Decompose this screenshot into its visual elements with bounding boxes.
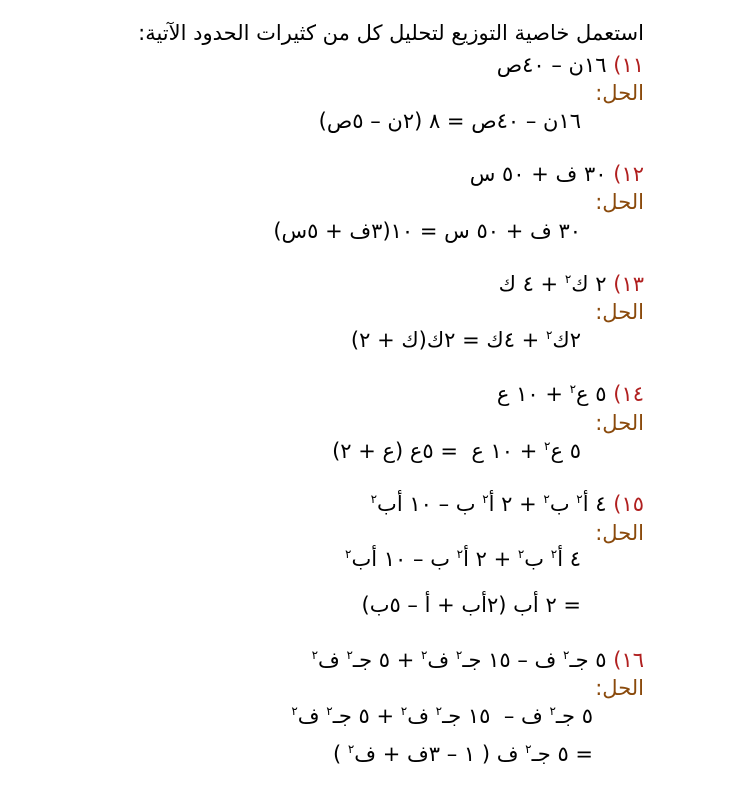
problem-12 [470,161,644,187]
solution-line: ٥ جـ$^٢$ ف – ١٥ جـ$^٢$ ف$^٢$ + ٥ جـ$^٢$ ف$^٢$ [291,704,593,728]
problem-expression: ٣٠ ف + ٥٠ س [469,162,607,186]
problem-expression: ٥ ع$^٢$ + ١٠ ع [496,382,607,406]
solution-label: الحل: [595,676,644,700]
solution-line: = ٥ جـ$^٢$ ف ( ١ – ٣ف + ف$^٢$ ) [332,742,593,766]
solution-line: ٢ك$^٢$ + ٤ك = ٢ك(ك + ٢) [350,328,581,352]
problem-15 [371,491,644,517]
solution-line: ٤ أ$^٢$ ب$^٢$ + ٢ أ$^٢$ ب – ١٠ أب$^٢$ [345,547,581,571]
problem-11 [497,52,644,78]
solution-line: ٥ ع$^٢$ + ١٠ ع = ٥ع (ع + ٢) [332,439,581,463]
problem-expression: ٥ جـ$^٢$ ف – ١٥ جـ$^٢$ ف$^٢$ + ٥ جـ$^٢$ ف$^٢$ [311,648,607,672]
problem-expression: ٤ أ$^٢$ ب$^٢$ + ٢ أ$^٢$ ب – ١٠ أب$^٢$ [370,492,607,516]
solution-line: = ٢ أب (٢أب + أ – ٥ب) [361,593,581,617]
solution-label: الحل: [595,411,644,435]
solution-label: الحل: [595,190,644,214]
solution-label: الحل: [595,521,644,545]
solution-line: ١٦ن – ٤٠ص = ٨ (٢ن – ٥ص) [318,109,581,133]
problem-16 [312,647,644,673]
problem-number: ١١) [613,53,644,77]
problem-expression: ١٦ن – ٤٠ص [496,53,607,77]
problem-expression: ٢ ك$^٢$ + ٤ ك [498,272,607,296]
problem-13 [499,271,644,297]
solution-label: الحل: [595,300,644,324]
problem-14 [497,381,644,407]
problem-number: ١٦) [613,648,644,672]
problem-number: ١٣) [613,272,644,296]
instructions-heading: استعمل خاصية التوزيع لتحليل كل من كثيرات الحدود الآتية: [138,21,644,45]
problem-number: ١٤) [613,382,644,406]
problem-number: ١٥) [613,492,644,516]
solution-line: ٣٠ ف + ٥٠ س = ١٠(٣ف + ٥س) [273,219,581,243]
solution-label: الحل: [595,81,644,105]
problem-number: ١٢) [613,162,644,186]
